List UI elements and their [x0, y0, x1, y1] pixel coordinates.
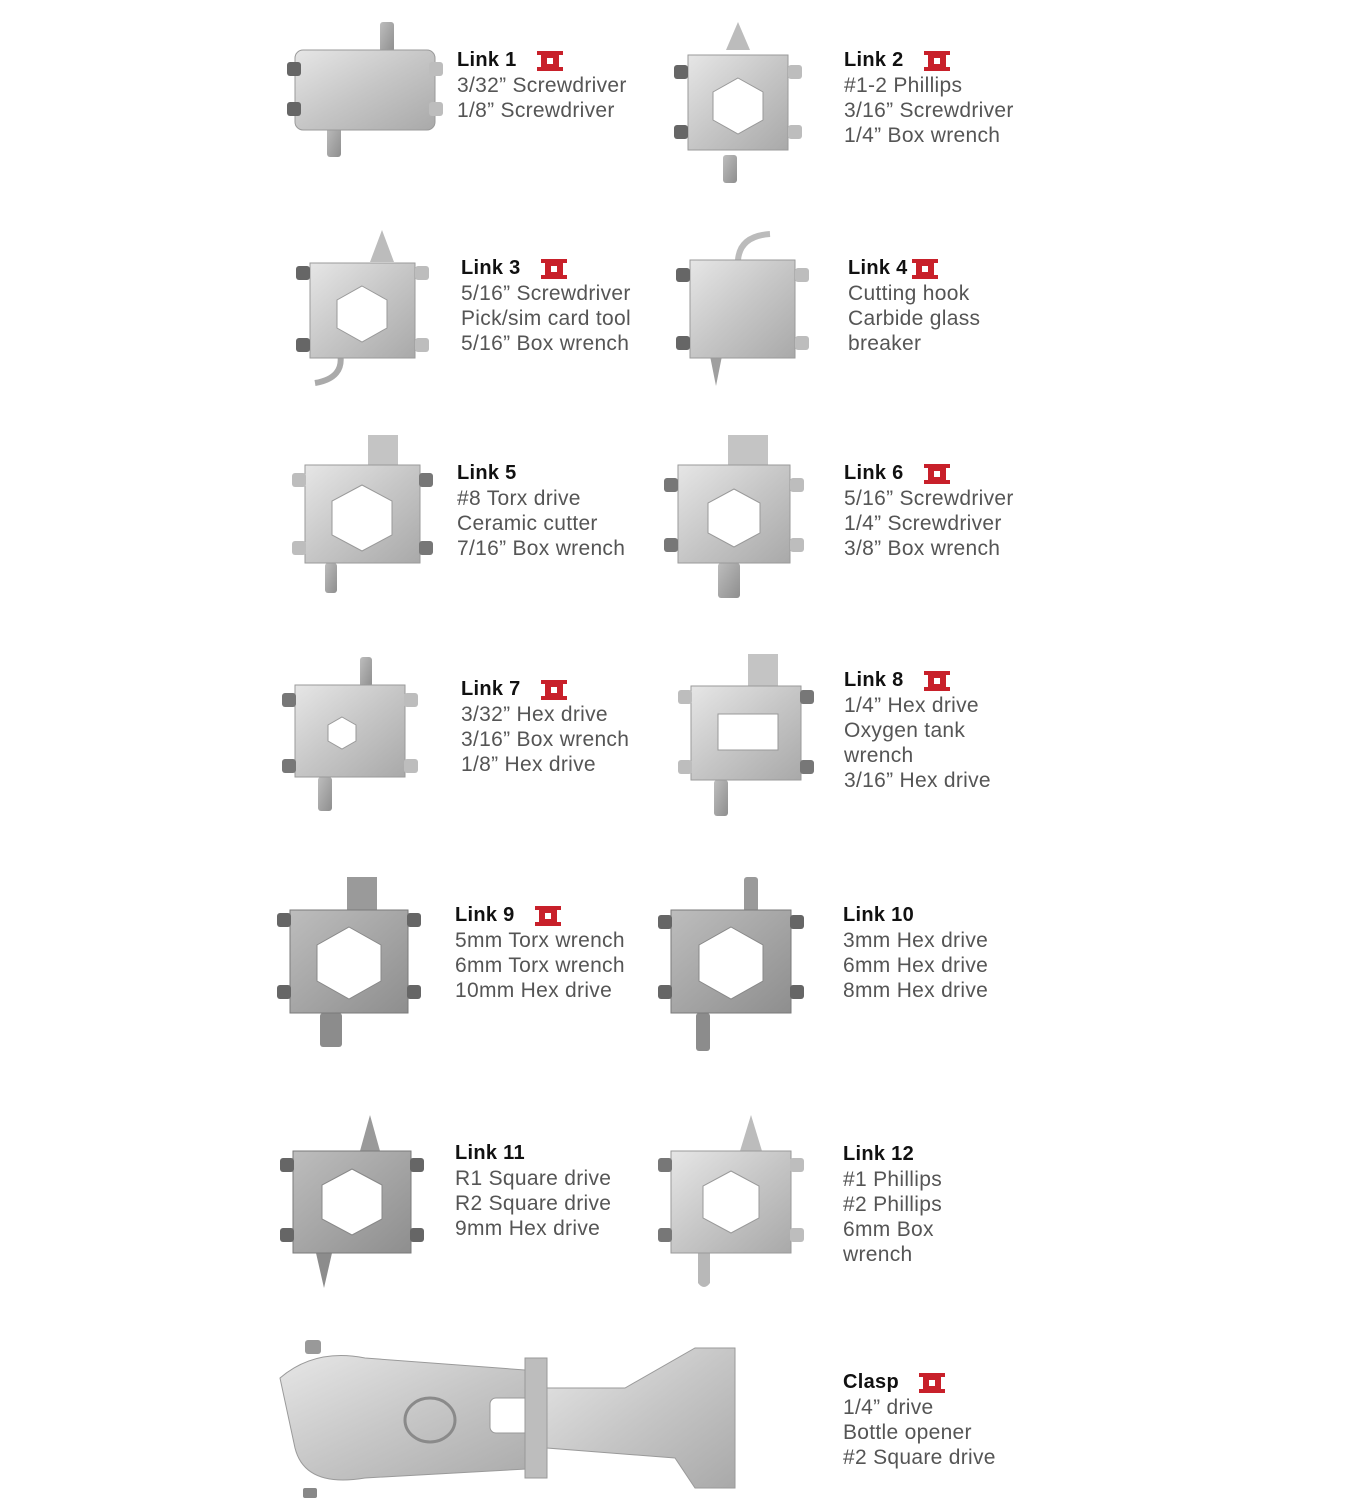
lock-badge-icon	[912, 259, 938, 279]
link-8-feature: wrench	[844, 744, 914, 767]
link-1-feature: 1/8” Screwdriver	[457, 99, 615, 122]
link-8-feature: 3/16” Hex drive	[844, 769, 991, 792]
link-10-feature: 6mm Hex drive	[843, 954, 989, 977]
clasp-feature: 1/4” drive	[843, 1396, 934, 1419]
lock-badge-icon	[919, 1373, 945, 1393]
clasp-image	[275, 1338, 775, 1498]
link-5-caption	[457, 461, 625, 561]
clasp-caption	[843, 1370, 996, 1470]
link-9-feature: 6mm Torx wrench	[455, 954, 625, 977]
lock-badge-icon	[924, 464, 950, 484]
link-9-image	[275, 875, 423, 1050]
link-12-feature: wrench	[843, 1243, 913, 1266]
link-2-title: Link 2	[844, 49, 904, 71]
link-8-image	[676, 652, 816, 822]
lock-badge-icon	[537, 51, 563, 71]
link-12-title: Link 12	[843, 1143, 915, 1165]
link-12-feature: #2 Phillips	[843, 1193, 943, 1216]
link-8-title: Link 8	[844, 669, 904, 691]
link-6-feature: 1/4” Screwdriver	[844, 512, 1002, 535]
link-6-image	[660, 433, 810, 603]
link-12-image	[656, 1113, 806, 1291]
link-11-feature: 9mm Hex drive	[455, 1217, 601, 1240]
link-2-feature: 1/4” Box wrench	[844, 124, 1001, 147]
link-1-title: Link 1	[457, 49, 517, 71]
link-9-caption	[455, 903, 625, 1003]
link-3-feature: 5/16” Box wrench	[461, 332, 630, 355]
link-7-image	[280, 655, 420, 815]
link-1-feature: 3/32” Screwdriver	[457, 74, 627, 97]
link-2-image	[668, 20, 808, 185]
link-7-title: Link 7	[461, 678, 521, 700]
link-12-feature: 6mm Box	[843, 1218, 934, 1241]
clasp-title: Clasp	[843, 1371, 899, 1393]
link-3-title: Link 3	[461, 257, 521, 279]
link-6-caption	[844, 461, 1014, 561]
link-5-feature: Ceramic cutter	[457, 512, 598, 535]
link-12-caption	[843, 1142, 942, 1267]
link-7-feature: 3/16” Box wrench	[461, 728, 630, 751]
link-10-feature: 8mm Hex drive	[843, 979, 989, 1002]
lock-badge-icon	[535, 906, 561, 926]
link-4-feature: Cutting hook	[848, 282, 970, 305]
lock-badge-icon	[541, 259, 567, 279]
link-5-feature: #8 Torx drive	[457, 487, 581, 510]
link-5-image	[290, 433, 435, 598]
link-4-feature: Carbide glass	[848, 307, 981, 330]
link-10-title: Link 10	[843, 904, 915, 926]
link-8-feature: Oxygen tank	[844, 719, 966, 742]
link-10-image	[656, 875, 806, 1053]
link-7-feature: 3/32” Hex drive	[461, 703, 608, 726]
link-11-title: Link 11	[455, 1142, 525, 1164]
link-5-title: Link 5	[457, 462, 517, 484]
link-10-caption	[843, 903, 988, 1003]
link-9-feature: 5mm Torx wrench	[455, 929, 625, 952]
link-3-caption	[461, 256, 631, 356]
link-2-feature: #1-2 Phillips	[844, 74, 963, 97]
link-6-title: Link 6	[844, 462, 904, 484]
link-4-image	[670, 228, 815, 393]
link-11-image	[278, 1113, 426, 1291]
lock-badge-icon	[924, 51, 950, 71]
link-6-feature: 3/8” Box wrench	[844, 537, 1001, 560]
link-7-feature: 1/8” Hex drive	[461, 753, 596, 776]
link-5-feature: 7/16” Box wrench	[457, 537, 626, 560]
link-11-feature: R1 Square drive	[455, 1167, 612, 1190]
link-10-feature: 3mm Hex drive	[843, 929, 989, 952]
clasp-feature: Bottle opener	[843, 1421, 972, 1444]
link-4-title: Link 4	[848, 257, 908, 279]
link-6-feature: 5/16” Screwdriver	[844, 487, 1014, 510]
link-2-feature: 3/16” Screwdriver	[844, 99, 1014, 122]
link-3-image	[290, 228, 435, 388]
link-9-feature: 10mm Hex drive	[455, 979, 613, 1002]
link-7-caption	[461, 677, 629, 777]
lock-badge-icon	[541, 680, 567, 700]
link-12-feature: #1 Phillips	[843, 1168, 943, 1191]
link-3-feature: Pick/sim card tool	[461, 307, 631, 330]
lock-badge-icon	[924, 671, 950, 691]
link-1-image	[285, 20, 445, 160]
clasp-feature: #2 Square drive	[843, 1446, 996, 1469]
link-4-caption	[848, 256, 980, 356]
link-9-title: Link 9	[455, 904, 515, 926]
link-11-feature: R2 Square drive	[455, 1192, 612, 1215]
link-3-feature: 5/16” Screwdriver	[461, 282, 631, 305]
link-8-feature: 1/4” Hex drive	[844, 694, 979, 717]
link-8-caption	[844, 668, 991, 793]
link-11-caption	[455, 1141, 611, 1241]
link-4-feature: breaker	[848, 332, 922, 355]
link-1-caption	[457, 48, 627, 123]
link-2-caption	[844, 48, 1014, 148]
